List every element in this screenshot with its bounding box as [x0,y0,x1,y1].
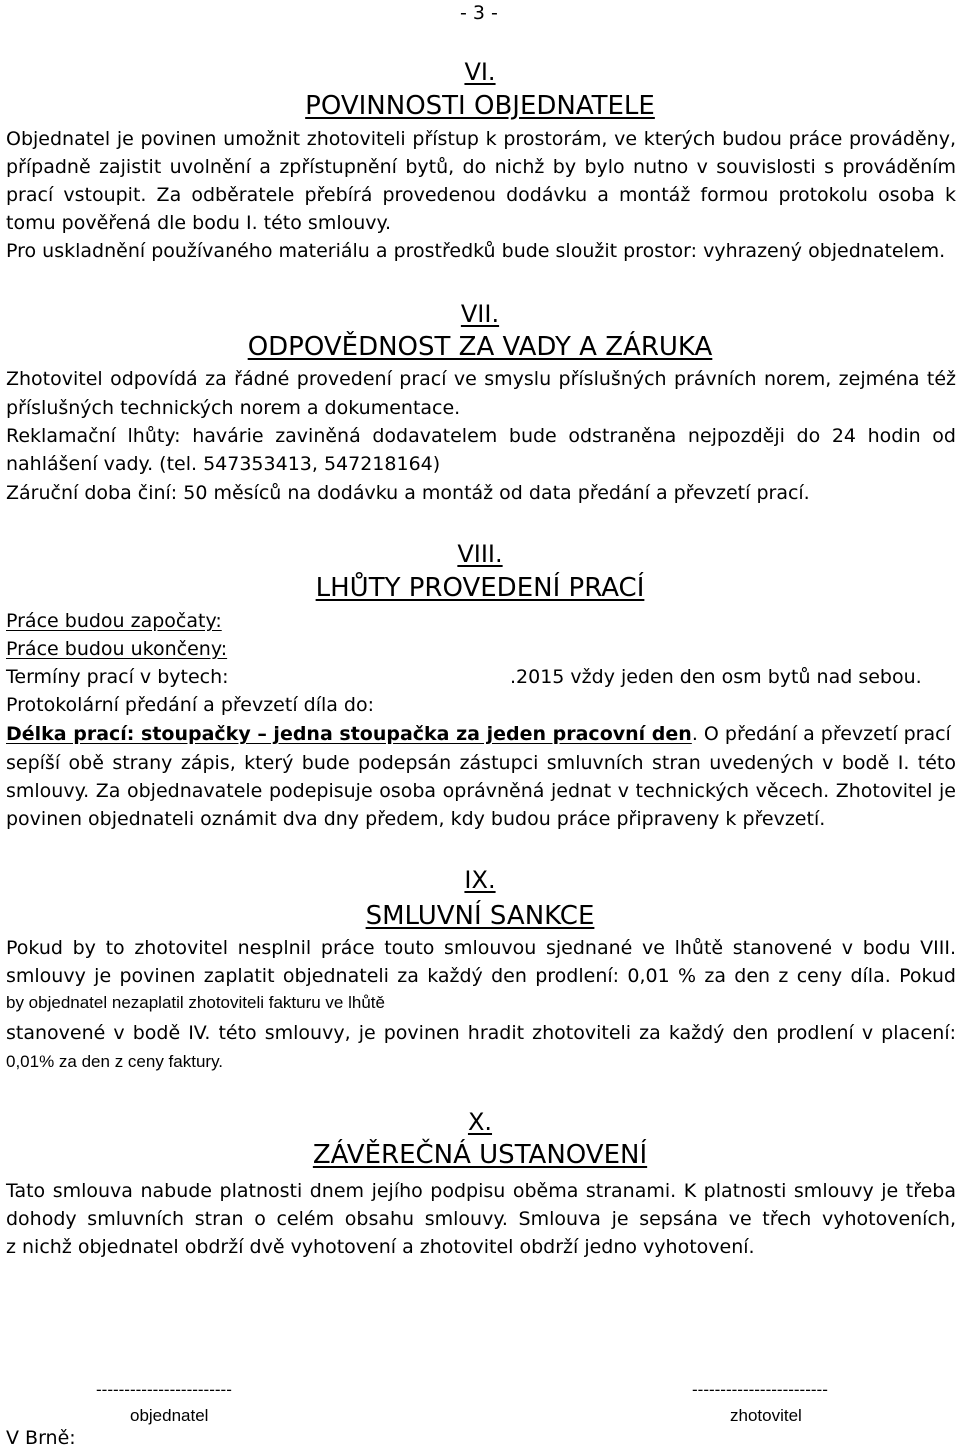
s8-line-2: smlouvy. Za objednavatele podepisuje osoba oprávněná jednat v technických věcech. Zhotovitel je [6,780,956,802]
place-label: V Brně: [6,1427,76,1449]
section-8-title: LHŮTY PROVEDENÍ PRACÍ [315,573,645,603]
s7-line-2: příslušných technických norem a dokumentace. [6,397,461,419]
s10-line-3: z nichž objednatel obdrží dvě vyhotovení a zhotovitel obdrží jedno vyhotovení. [6,1236,755,1258]
s6-line-4: tomu pověřená dle bodu I. této smlouvy. [6,212,392,234]
section-10-title: ZÁVĚREČNÁ USTANOVENÍ [312,1140,648,1170]
s8-line-3: povinen objednateli oznámit dva dny předem, kdy budou práce připraveny k převzetí. [6,808,826,830]
section-10-number: X. [467,1108,493,1136]
handover-label: Protokolární předání a převzetí díla do: [6,694,375,716]
section-9-number: IX. [464,866,496,894]
s10-line-2: dohody smluvních stran o celém obsahu smlouvy. Smlouva je sepsána ve třech vyhotoveních, [6,1208,956,1230]
s9-line-1: Pokud by to zhotovitel nesplnil práce touto smlouvou sjednané ve lhůtě stanovené v bodu VIII. [6,937,956,959]
s9-line-4: stanovené v bodě IV. této smlouvy, je povinen hradit zhotoviteli za každý den prodlení v placení: [6,1022,956,1044]
signature-label-client: objednatel [130,1406,209,1425]
section-7-number: VII. [460,300,500,328]
signature-line-right: ------------------------ [692,1380,828,1399]
s10-line-1: Tato smlouva nabude platnosti dnem jejího podpisu oběma stranami. K platnosti smlouvy je třeba [6,1180,956,1202]
section-7-title: ODPOVĚDNOST ZA VADY A ZÁRUKA [247,332,713,362]
duration-rest: . O předání a převzetí prací [691,723,951,745]
section-6-number: VI. [464,58,496,86]
s6-line-3: prací vstoupit. Za odběratele přebírá provedenou dodávku a montáž formou protokolu osoba k [6,184,956,206]
s7-line-5: Záruční doba činí: 50 měsíců na dodávku a montáž od data předání a převzetí prací. [6,482,810,504]
terms-value: .2015 vždy jeden den osm bytů nad sebou. [510,666,922,688]
s9-line-2: smlouvy je povinen zaplatit objednateli za každý den prodlení: 0,01 % za den z ceny díla. Pokud [6,965,956,987]
s7-line-4: nahlášení vady. (tel. 547353413, 547218164) [6,453,441,475]
section-6-title: POVINNOSTI OBJEDNATELE [305,91,655,121]
s6-line-5: Pro uskladnění používaného materiálu a prostředků bude sloužit prostor: vyhrazený objednatelem. [6,240,946,262]
s6-line-1: Objednatel je povinen umožnit zhotoviteli přístup k prostorám, ve kterých budou práce prováděny, [6,128,956,150]
s8-line-1: sepíší obě strany zápis, který bude podepsán zástupci smluvních stran uvedených v bodě I. této [6,752,956,774]
s7-line-3: Reklamační lhůty: havárie zaviněná dodavatelem bude odstraněna nejpozději do 24 hodin od [6,425,956,447]
duration-line [6,723,951,745]
s7-line-1: Zhotovitel odpovídá za řádné provedení prací ve smyslu příslušných právních norem, zejména též [6,368,956,390]
signature-line-left: ------------------------ [96,1380,232,1399]
page-number: - 3 - [460,2,498,24]
s9-line-5: 0,01% za den z ceny faktury. [6,1052,224,1071]
section-9-title: SMLUVNÍ SANKCE [365,901,595,931]
signature-label-contractor: zhotovitel [730,1406,802,1425]
end-date-label: Práce budou ukončeny: [6,638,228,660]
duration-bold: Délka prací: stoupačky – jedna stoupačka za jeden pracovní den [6,723,692,745]
terms-label: Termíny prací v bytech: [6,666,229,688]
s9-line-3: by objednatel nezaplatil zhotoviteli fakturu ve lhůtě [6,993,385,1012]
s6-line-2: případně zajistit uvolnění a zpřístupnění bytů, do nichž by bylo nutno v souvislosti s prováděním [6,156,956,178]
section-8-number: VIII. [457,540,503,568]
start-date-label: Práce budou započaty: [6,610,222,632]
